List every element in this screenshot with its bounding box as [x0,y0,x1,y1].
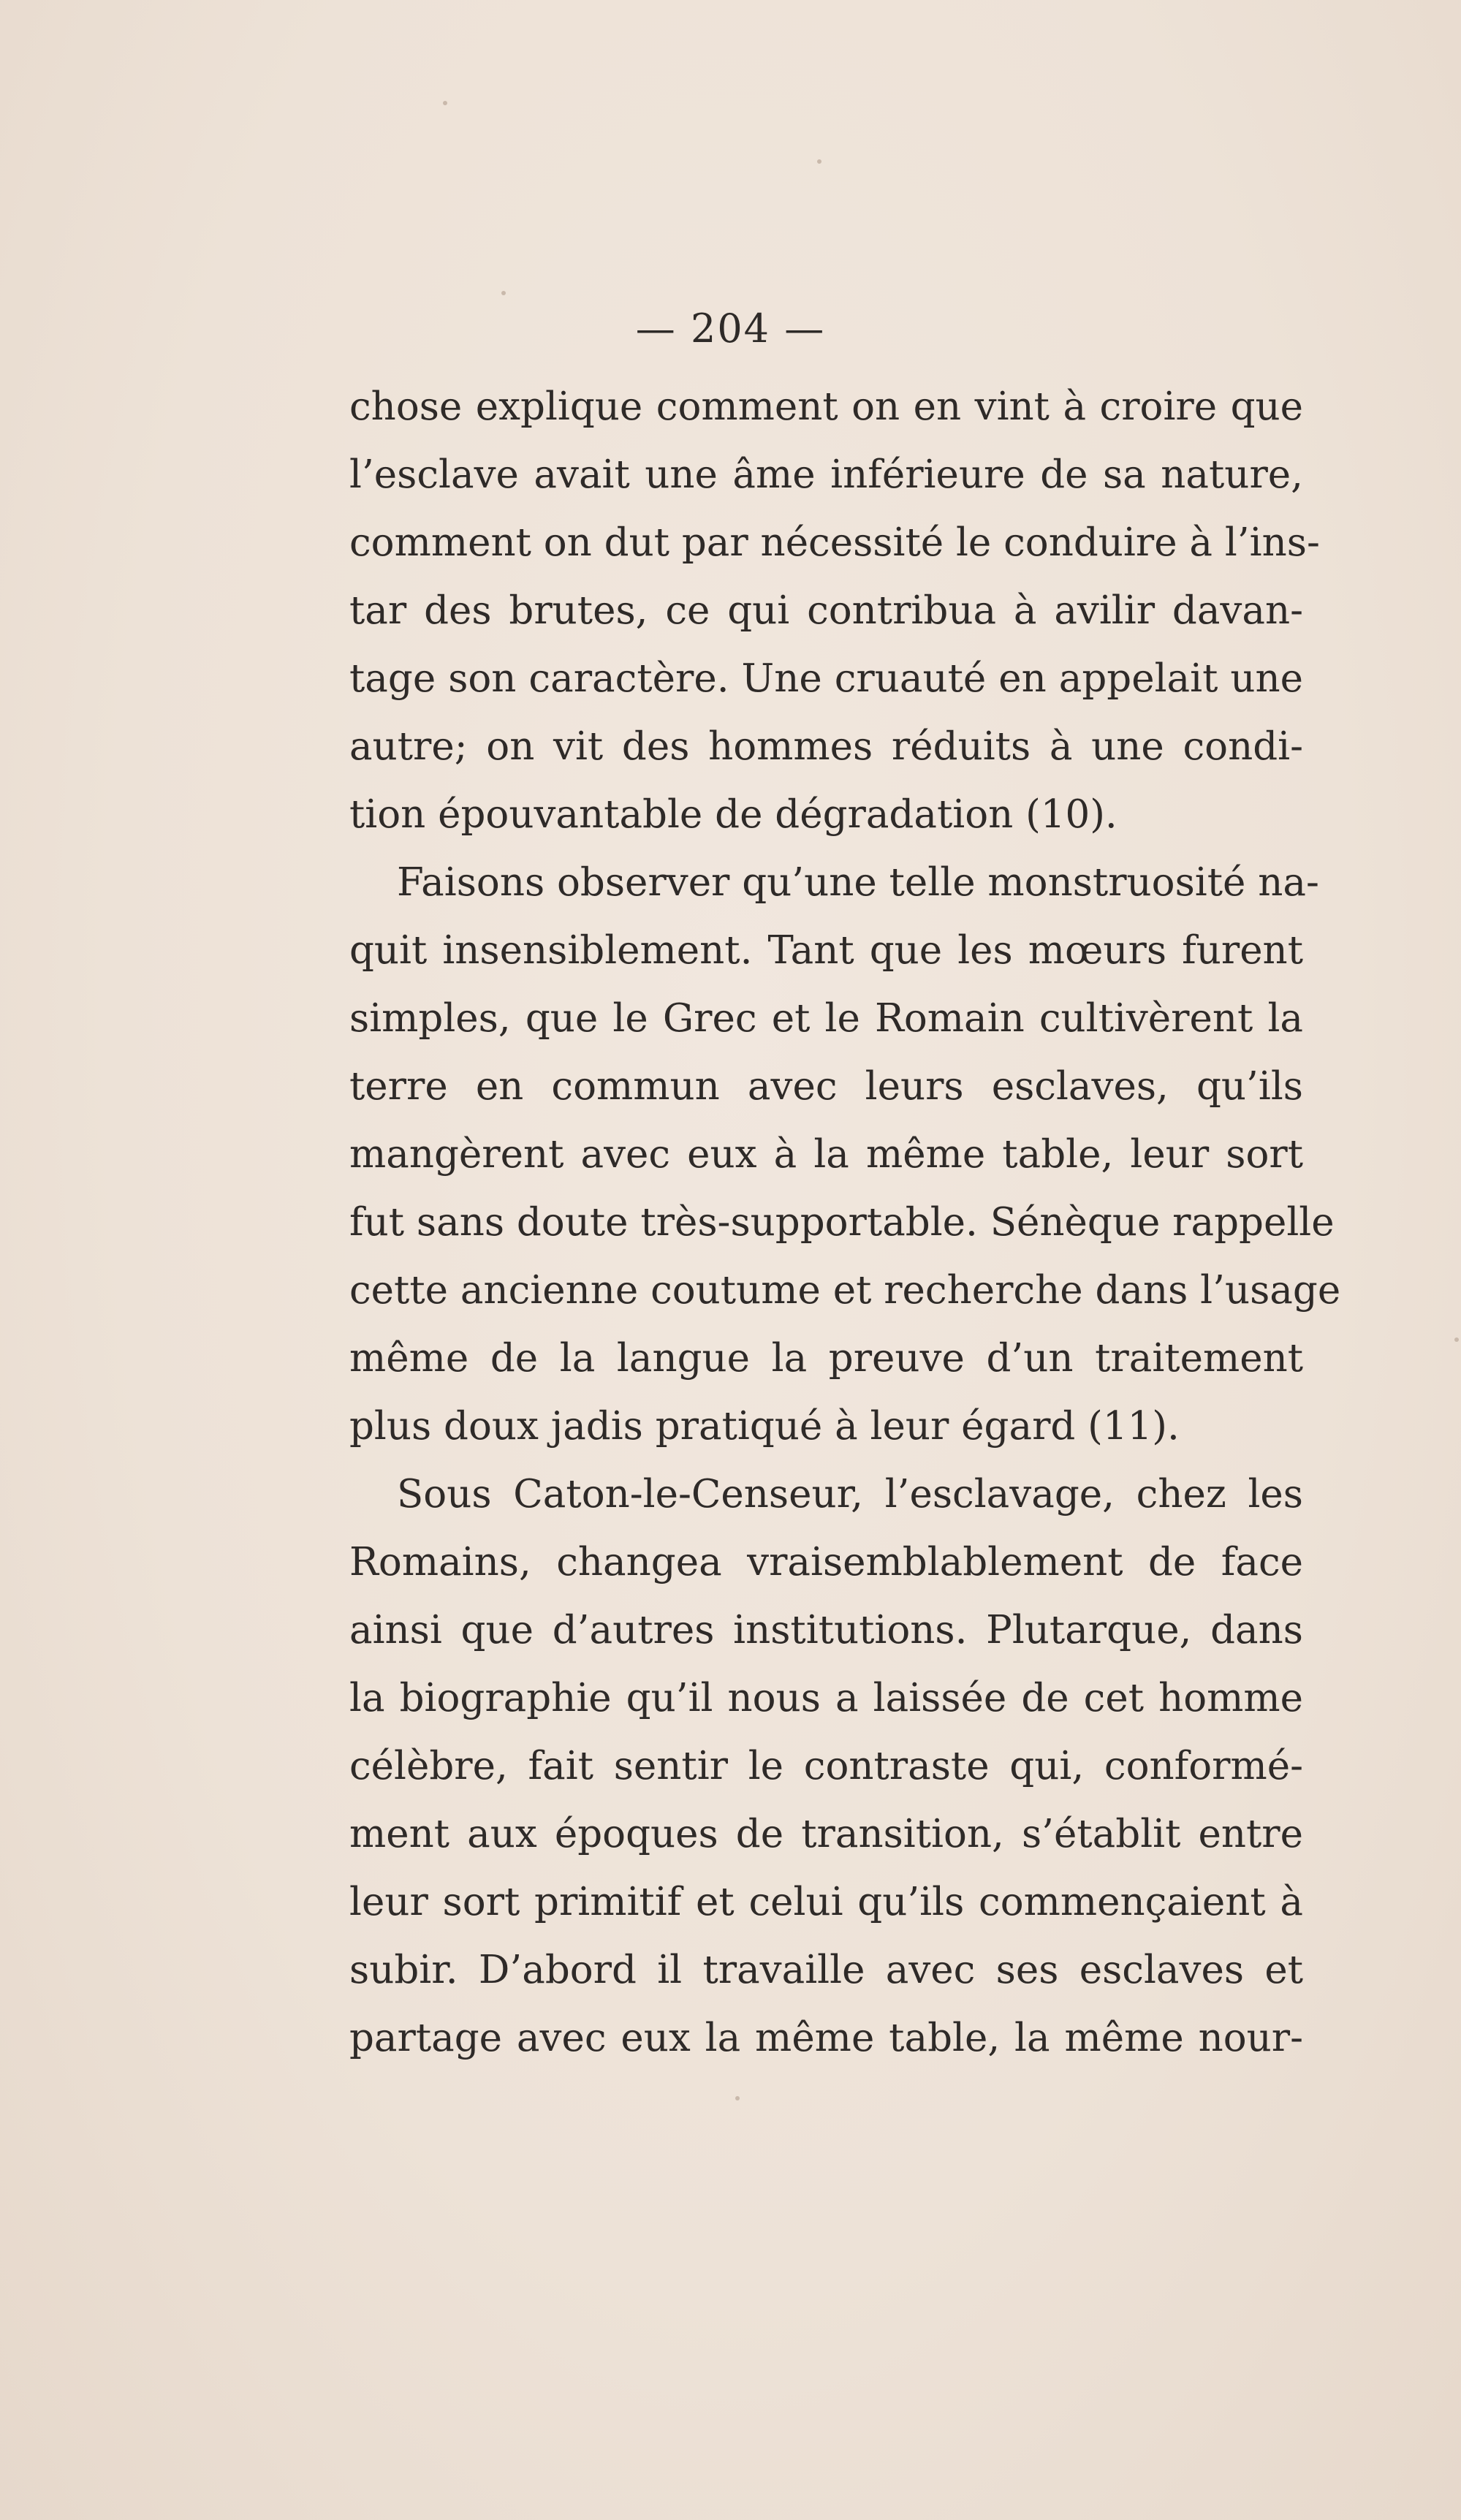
text-line: Romains, changea vraisemblablement de face [349,1540,1303,1585]
text-line: autre; on vit des hommes réduits à une condi- [349,724,1303,769]
text-line: Sous Caton-le-Censeur, l’esclavage, chez les [397,1472,1303,1517]
text-line: subir. D’abord il travaille avec ses esclaves et [349,1948,1303,1992]
text-line: plus doux jadis pratiqué à leur égard (11). [349,1404,1180,1449]
text-line: Faisons observer qu’une telle monstruosité na- [397,860,1319,905]
text-line: ment aux époques de transition, s’établit entre [349,1812,1303,1856]
text-line: tion épouvantable de dégradation (10). [349,792,1117,837]
text-line: ainsi que d’autres institutions. Plutarque, dans [349,1608,1303,1652]
text-line: partage avec eux la même table, la même nour- [349,2016,1303,2060]
body-text [349,373,1341,2072]
text-line: tar des brutes, ce qui contribua à avilir davan- [349,588,1303,633]
text-line: cette ancienne coutume et recherche dans l’usage [349,1268,1341,1313]
text-line: terre en commun avec leurs esclaves, qu’ils [349,1064,1303,1109]
page-number: — 204 — [635,305,826,352]
text-line: la biographie qu’il nous a laissée de cet homme [349,1676,1303,1720]
text-line: fut sans doute très-supportable. Sénèque rappelle [349,1200,1335,1245]
text-line: même de la langue la preuve d’un traitement [349,1336,1303,1381]
text-line: comment on dut par nécessité le conduire à l’ins- [349,520,1320,565]
text-line: quit insensiblement. Tant que les mœurs furent [349,928,1303,973]
text-line: mangèrent avec eux à la même table, leur sort [349,1132,1303,1177]
text-line: leur sort primitif et celui qu’ils commençaient à [349,1880,1303,1924]
text-line: chose explique comment on en vint à croire que [349,384,1303,429]
text-line: simples, que le Grec et le Romain cultivèrent la [349,996,1303,1041]
text-line: célèbre, fait sentir le contraste qui, conformé- [349,1744,1303,1788]
text-line: tage son caractère. Une cruauté en appelait une [349,656,1303,701]
text-line: l’esclave avait une âme inférieure de sa nature, [349,452,1303,497]
